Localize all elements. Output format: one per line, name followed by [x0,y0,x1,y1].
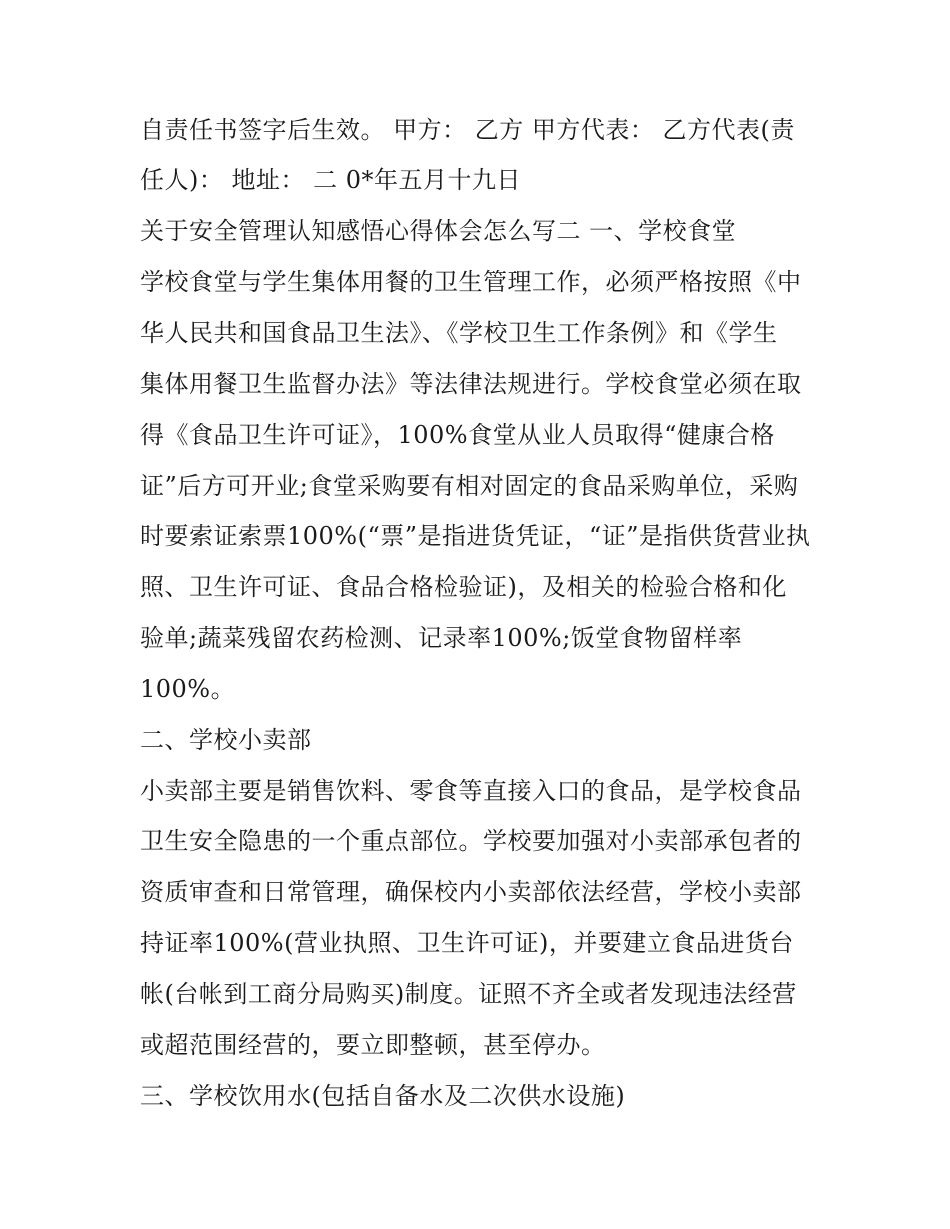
text-line: 100%。 [140,675,236,703]
section-heading: 三、学校饮用水(包括自备水及二次供水设施) [140,1082,626,1110]
text-line: 学校食堂与学生集体用餐的卫生管理工作，必须严格按照《中 [140,268,802,296]
text-line: 自责任书签字后生效。 甲方： 乙方 甲方代表： 乙方代表(责 [140,116,795,144]
text-line: 任人)： 地址： 二 0*年五月十九日 [140,166,522,194]
text-line: 华人民共和国食品卫生法》、《学校卫生工作条例》和《学生 [140,319,778,347]
text-line: 时要索证索票100%(“票”是指进货凭证，“证”是指供货营业执 [140,522,811,550]
text-line: 资质审查和日常管理，确保校内小卖部依法经营，学校小卖部 [140,878,802,906]
text-line: 照、卫生许可证、食品合格检验证)，及相关的检验合格和化 [140,573,787,601]
text-line: 小卖部主要是销售饮料、零食等直接入口的食品，是学校食品 [140,777,802,805]
text-line: 验单;蔬菜残留农药检测、记录率100%;饭堂食物留样率 [140,624,743,652]
text-line: 卫生安全隐患的一个重点部位。学校要加强对小卖部承包者的 [140,827,802,855]
text-line: 得《食品卫生许可证》，100%食堂从业人员取得“健康合格 [140,421,775,449]
text-line: 持证率100%(营业执照、卫生许可证)，并要建立食品进货台 [140,929,794,957]
text-line: 集体用餐卫生监督办法》等法律法规进行。学校食堂必须在取 [140,370,802,398]
section-heading: 二、学校小卖部 [140,726,312,754]
text-line: 证”后方可开业;食堂采购要有相对固定的食品采购单位，采购 [140,472,799,500]
text-line: 帐(台帐到工商分局购买)制度。证照不齐全或者发现违法经营 [140,980,797,1008]
section-heading: 关于安全管理认知感悟心得体会怎么写二 一、学校食堂 [140,217,737,245]
text-line: 或超范围经营的，要立即整顿，甚至停办。 [140,1031,606,1059]
